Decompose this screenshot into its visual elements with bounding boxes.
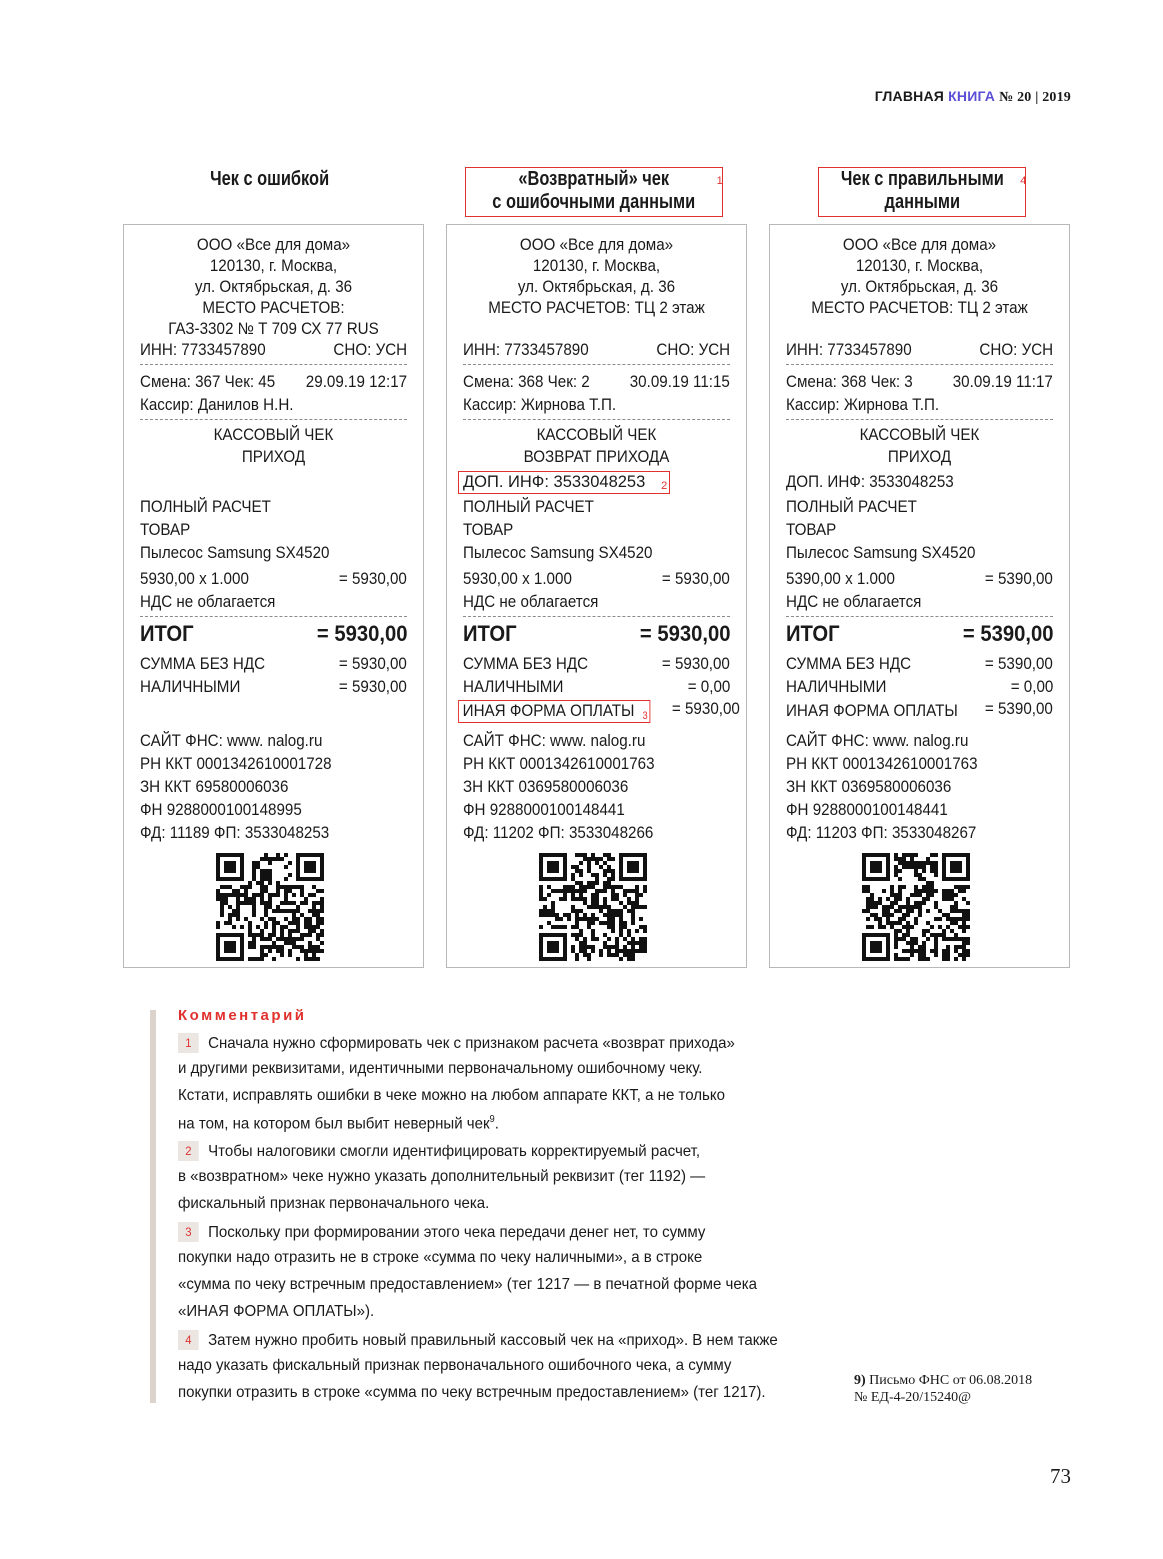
qty-row [463, 569, 730, 590]
qty-row-value: = 5930,00 [662, 570, 730, 588]
shift-row-value: 30.09.19 11:17 [952, 373, 1053, 391]
callout-number: 1 [716, 175, 723, 187]
title-callout-box [819, 168, 1026, 216]
item-name: Пылесос Samsung SX4520 [786, 544, 976, 562]
total-row-label: ИТОГ [140, 621, 194, 646]
comment-bar [150, 1010, 156, 1403]
brand-a: ГЛАВНАЯ [874, 88, 945, 104]
fns-site: САЙТ ФНС: www. nalog.ru [786, 732, 969, 750]
qr-code-icon [862, 853, 970, 961]
zn-kkt: ЗН ККТ 0369580006036 [463, 778, 629, 796]
calc-type: ПОЛНЫЙ РАСЧЕТ [463, 498, 594, 516]
cashier: Кассир: Данилов Н.Н. [140, 396, 294, 414]
cash-row-label: НАЛИЧНЫМИ [786, 678, 887, 696]
document-type: КАССОВЫЙ ЧЕК [213, 426, 334, 444]
item-kind: ТОВАР [463, 521, 514, 539]
fns-site: САЙТ ФНС: www. nalog.ru [140, 732, 323, 750]
calc-sign: ПРИХОД [887, 448, 952, 466]
org-line: ГАЗ-3302 № Т 709 СХ 77 RUS [168, 320, 379, 338]
novat-row [463, 654, 730, 675]
footnote-line1: Письмо ФНС от 06.08.2018 [869, 1373, 1033, 1388]
other-payment-value: = 5390,00 [985, 700, 1053, 718]
shift-row-value: 30.09.19 11:15 [629, 373, 730, 391]
callout-number: 3 [642, 710, 648, 722]
total-row [140, 623, 407, 644]
dashed-divider [463, 419, 730, 420]
novat-row-value: = 5930,00 [339, 655, 407, 673]
comment-number-badge: 1 [178, 1033, 199, 1053]
title-line: Чек с правильными [840, 168, 1004, 190]
fn-number: ФН 9288000100148995 [140, 801, 302, 819]
shift-row-label: Смена: 368 Чек: 2 [463, 373, 590, 391]
qty-row [140, 569, 407, 590]
shift-row-label: Смена: 368 Чек: 3 [786, 373, 913, 391]
comment-text: фискальный признак первоначального чека. [178, 1195, 490, 1212]
other-payment-value: = 5930,00 [671, 700, 740, 718]
total-row [463, 623, 730, 644]
dashed-divider [786, 616, 1053, 617]
cash-row-value: = 0,00 [1010, 678, 1053, 696]
fn-number: ФН 9288000100148441 [463, 801, 625, 819]
cash-row-label: НАЛИЧНЫМИ [140, 678, 241, 696]
other-payment-label: ИНАЯ ФОРМА ОПЛАТЫ 3 [459, 701, 649, 722]
document-type: КАССОВЫЙ ЧЕК [859, 426, 980, 444]
footnote-line2: № ЕД-4-20/15240@ [854, 1390, 972, 1405]
cash-row [140, 677, 407, 698]
title-callout-box [466, 168, 722, 216]
callout-number: 4 [1020, 175, 1027, 187]
qty-row-label: 5930,00 х 1.000 [140, 570, 249, 588]
total-row-label: ИТОГ [463, 621, 517, 646]
comment-text: «ИНАЯ ФОРМА ОПЛАТЫ»). [178, 1303, 375, 1320]
dashed-divider [463, 616, 730, 617]
org-line: ООО «Все для дома» [196, 236, 351, 254]
cash-row-value: = 0,00 [687, 678, 730, 696]
novat-row-label: СУММА БЕЗ НДС [463, 655, 589, 673]
cashier: Кассир: Жирнова Т.П. [786, 396, 940, 414]
dashed-divider [140, 616, 407, 617]
inn-row-label: ИНН: 7733457890 [463, 341, 589, 359]
title-line: «Возвратный» чек [518, 168, 670, 190]
footnote [854, 1372, 1032, 1406]
comment-line [178, 1222, 705, 1242]
shift-row-value: 29.09.19 12:17 [305, 373, 407, 391]
comment-tail: . [494, 1115, 499, 1133]
comment-line [178, 1033, 735, 1053]
comment-number-badge: 2 [178, 1141, 199, 1161]
rn-kkt: РН ККТ 0001342610001763 [463, 755, 655, 773]
shift-row [463, 372, 730, 393]
receipt [123, 224, 424, 968]
item-kind: ТОВАР [786, 521, 837, 539]
receipt [446, 224, 747, 968]
total-row-value: = 5390,00 [962, 621, 1053, 646]
title-line: Чек с ошибкой [210, 168, 330, 190]
dashed-divider [140, 364, 407, 365]
comment-text: покупки надо отразить не в строке «сумма по чеку наличными», а в строке [178, 1249, 703, 1266]
footnote-ref: 9 [489, 1114, 495, 1125]
comment-line [178, 1303, 374, 1321]
calc-sign: ПРИХОД [241, 448, 306, 466]
org-line: ООО «Все для дома» [842, 236, 997, 254]
novat-row-label: СУММА БЕЗ НДС [786, 655, 912, 673]
qty-row-label: 5930,00 х 1.000 [463, 570, 572, 588]
novat-row-value: = 5390,00 [985, 655, 1053, 673]
org-line: ул. Октябрьская, д. 36 [840, 278, 999, 296]
cash-row [463, 677, 730, 698]
novat-row-label: СУММА БЕЗ НДС [140, 655, 266, 673]
cash-row-label: НАЛИЧНЫМИ [463, 678, 564, 696]
comment-text: «сумма по чеку встречным предоставлением» (тег 1217 — в печатной форме чека [178, 1276, 758, 1293]
cashier: Кассир: Жирнова Т.П. [463, 396, 617, 414]
org-line: ООО «Все для дома» [519, 236, 674, 254]
fd-fp: ФД: 11202 ФП: 3533048266 [463, 824, 654, 842]
comment-text: в «возвратном» чеке нужно указать дополнительный реквизит (тег 1192) — [178, 1168, 706, 1185]
fd-fp: ФД: 11203 ФП: 3533048267 [786, 824, 977, 842]
fns-site: САЙТ ФНС: www. nalog.ru [463, 732, 646, 750]
item-name: Пылесос Samsung SX4520 [463, 544, 653, 562]
dashed-divider [463, 364, 730, 365]
novat-row [786, 654, 1053, 675]
comment-line [178, 1195, 489, 1213]
dashed-divider [140, 419, 407, 420]
column-title [444, 168, 744, 216]
calc-type: ПОЛНЫЙ РАСЧЕТ [786, 498, 917, 516]
comment-text: на том, на котором был выбит неверный чек [178, 1115, 490, 1133]
comment-line [178, 1168, 705, 1186]
vat-line: НДС не облагается [786, 593, 922, 611]
dashed-divider [786, 419, 1053, 420]
inn-row [140, 340, 407, 361]
total-row [786, 623, 1053, 644]
novat-row [140, 654, 407, 675]
comment-line [178, 1060, 702, 1078]
comment-text: Сначала нужно сформировать чек с признаком расчета «возврат прихода» [208, 1035, 735, 1052]
inn-row-value: СНО: УСН [333, 341, 407, 359]
callout-number: 2 [661, 480, 668, 492]
document-type: КАССОВЫЙ ЧЕК [536, 426, 657, 444]
qty-row-value: = 5930,00 [339, 570, 407, 588]
title-line: данными [884, 191, 960, 213]
org-line: ул. Октябрьская, д. 36 [517, 278, 676, 296]
comment-text: Кстати, исправлять ошибки в чеке можно на любом аппарате ККТ, а не только [178, 1087, 726, 1104]
fd-fp: ФД: 11189 ФП: 3533048253 [140, 824, 330, 842]
inn-row-label: ИНН: 7733457890 [140, 341, 266, 359]
comment-line [178, 1249, 702, 1267]
vat-line: НДС не облагается [463, 593, 599, 611]
receipt-content [462, 225, 740, 967]
column-title [772, 168, 1072, 216]
comment-line [178, 1330, 778, 1350]
title-line: с ошибочными данными [492, 191, 696, 213]
calc-sign: ВОЗВРАТ ПРИХОДА [523, 448, 670, 466]
inn-row-label: ИНН: 7733457890 [786, 341, 912, 359]
comment-line [178, 1357, 731, 1375]
additional-info: ДОП. ИНФ: 3533048253 [786, 473, 954, 491]
other-payment-label: ИНАЯ ФОРМА ОПЛАТЫ [786, 702, 958, 720]
org-line: ул. Октябрьская, д. 36 [194, 278, 353, 296]
comment-line [178, 1384, 766, 1402]
org-line: МЕСТО РАСЧЕТОВ: ТЦ 2 этаж [488, 299, 705, 317]
cash-row-value: = 5930,00 [339, 678, 407, 696]
shift-row [140, 372, 407, 393]
dashed-divider [786, 364, 1053, 365]
inn-row [463, 340, 730, 361]
total-row-value: = 5930,00 [316, 621, 407, 646]
footnote-number: 9) [854, 1373, 866, 1388]
comment-text: Чтобы налоговики смогли идентифицировать корректируемый расчет, [208, 1143, 701, 1160]
rn-kkt: РН ККТ 0001342610001728 [140, 755, 332, 773]
comment-line [178, 1141, 700, 1161]
qr-code-icon [539, 853, 647, 961]
qr-code-icon [216, 853, 324, 961]
comment-title: Комментарий [178, 1007, 307, 1024]
total-row-label: ИТОГ [786, 621, 840, 646]
inn-row-value: СНО: УСН [656, 341, 730, 359]
vat-line: НДС не облагается [140, 593, 276, 611]
org-line: 120130, г. Москва, [209, 257, 338, 275]
comment-line [178, 1276, 757, 1294]
other-payment-row [462, 700, 740, 722]
shift-row-label: Смена: 367 Чек: 45 [140, 373, 276, 391]
calc-type: ПОЛНЫЙ РАСЧЕТ [140, 498, 271, 516]
comment-text: покупки отразить в строке «сумма по чеку встречным предоставлением» (тег 1217). [178, 1384, 766, 1401]
comment-text: Поскольку при формировании этого чека передачи денег нет, то сумму [208, 1224, 706, 1241]
novat-row-value: = 5930,00 [662, 655, 730, 673]
item-kind: ТОВАР [140, 521, 191, 539]
rn-kkt: РН ККТ 0001342610001763 [786, 755, 978, 773]
org-line: 120130, г. Москва, [532, 257, 661, 275]
org-line: 120130, г. Москва, [855, 257, 984, 275]
qty-row [786, 569, 1053, 590]
masthead [875, 88, 1071, 106]
org-line: МЕСТО РАСЧЕТОВ: [202, 299, 345, 317]
shift-row [786, 372, 1053, 393]
qty-row-label: 5390,00 х 1.000 [786, 570, 895, 588]
title-text [197, 168, 342, 191]
comment-number-badge: 3 [178, 1222, 199, 1242]
page-number: 73 [1050, 1464, 1071, 1488]
comment-text: и другими реквизитами, идентичными первоначальному ошибочному чеку. [178, 1060, 703, 1077]
comment-line [178, 1087, 725, 1105]
receipt-content [786, 225, 1053, 967]
receipt-content [140, 225, 407, 967]
zn-kkt: ЗН ККТ 69580006036 [140, 778, 289, 796]
brand-b: КНИГА [948, 88, 996, 104]
additional-info: ДОП. ИНФ: 3533048253 2 [459, 472, 669, 493]
comment-text: надо указать фискальный признак первоначального ошибочного чека, а сумму [178, 1357, 732, 1374]
qty-row-value: = 5390,00 [985, 570, 1053, 588]
issue-number: № 20 | 2019 [999, 90, 1071, 105]
fn-number: ФН 9288000100148441 [786, 801, 948, 819]
receipt [769, 224, 1070, 968]
inn-row [786, 340, 1053, 361]
column-title [120, 168, 420, 191]
org-line: МЕСТО РАСЧЕТОВ: ТЦ 2 этаж [811, 299, 1028, 317]
comment-line [178, 1114, 499, 1133]
cash-row [786, 677, 1053, 698]
item-name: Пылесос Samsung SX4520 [140, 544, 330, 562]
zn-kkt: ЗН ККТ 0369580006036 [786, 778, 952, 796]
inn-row-value: СНО: УСН [979, 341, 1053, 359]
other-payment-row [786, 701, 1053, 722]
total-row-value: = 5930,00 [639, 621, 730, 646]
comment-number-badge: 4 [178, 1330, 199, 1350]
comment-text: Затем нужно пробить новый правильный кассовый чек на «приход». В нем также [208, 1332, 778, 1349]
